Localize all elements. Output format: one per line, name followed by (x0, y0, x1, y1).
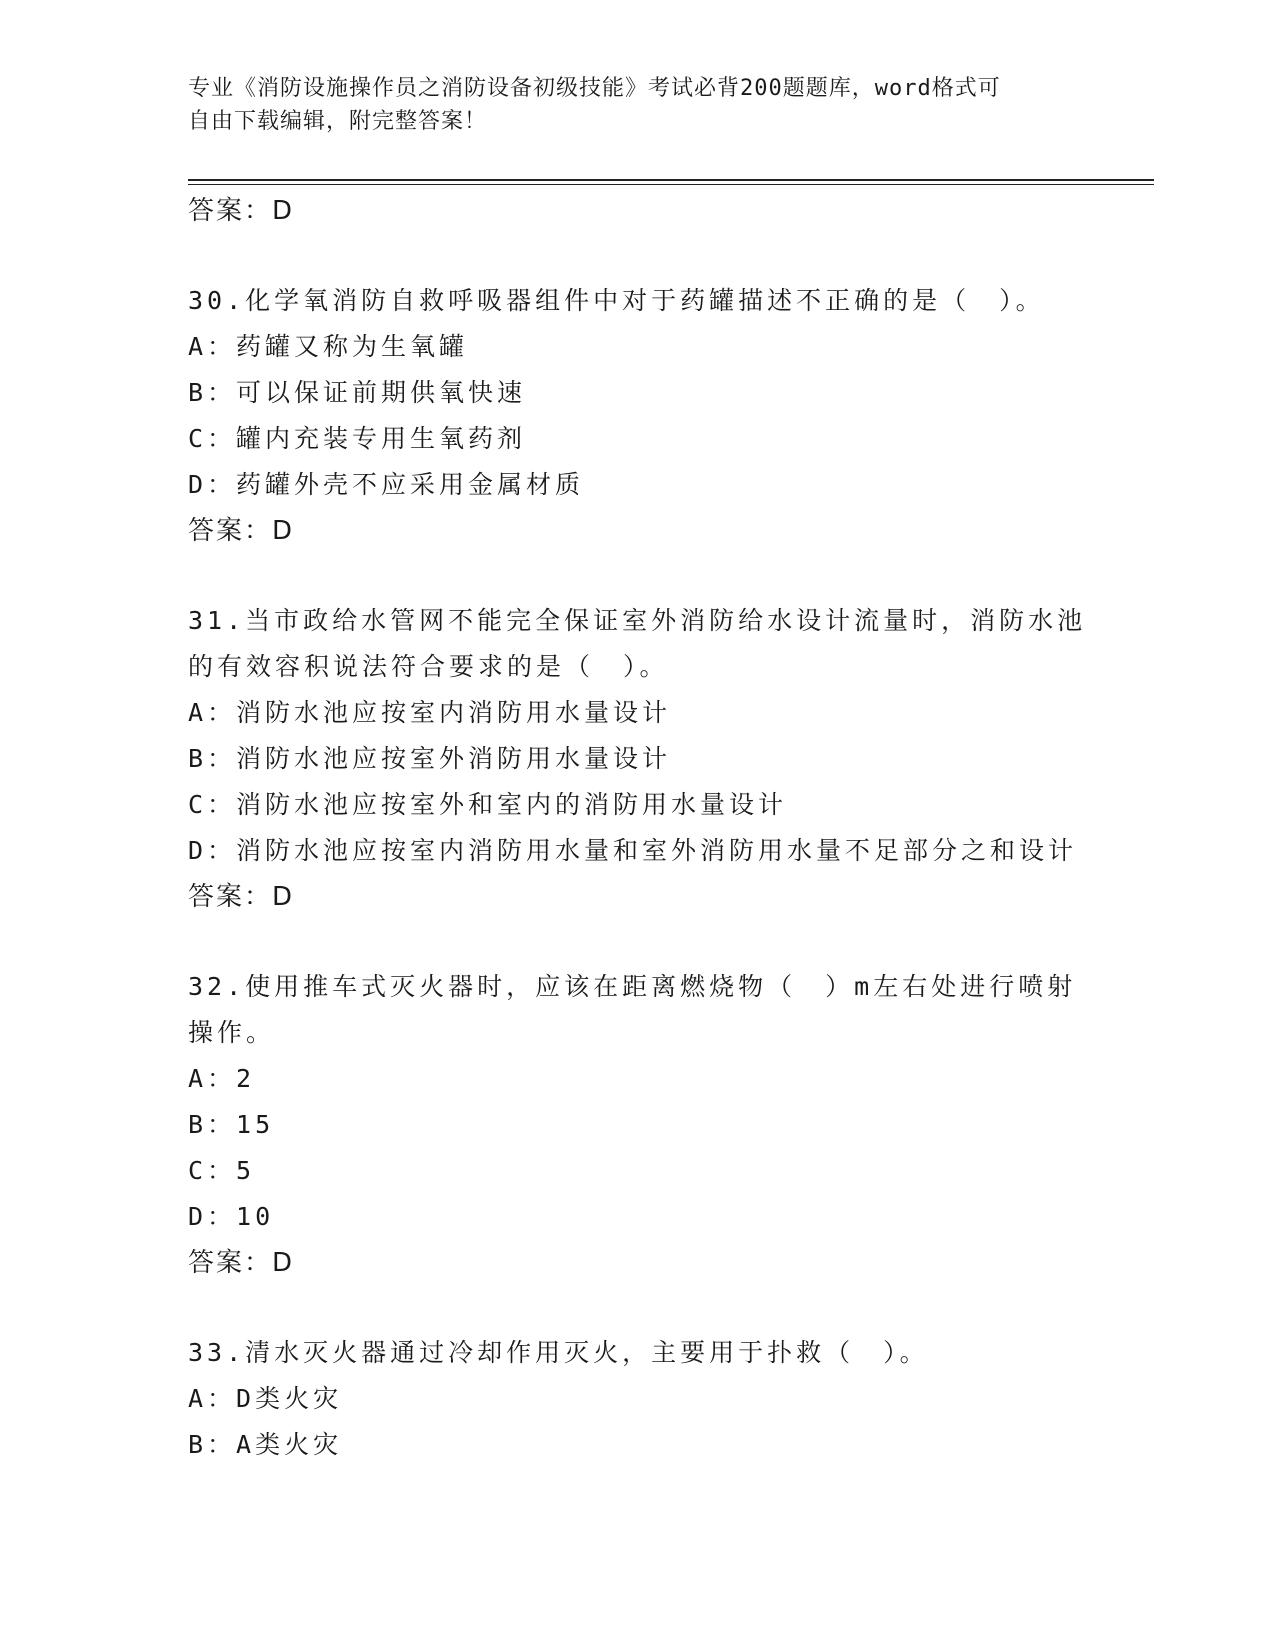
question-stem: 30.化学氧消防自救呼吸器组件中对于药罐描述不正确的是（ ）。 (188, 286, 1045, 315)
option-a: A：D类火灾 (188, 1384, 343, 1413)
option-d: D：消防水池应按室内消防用水量和室外消防用水量不足部分之和设计 (188, 836, 1078, 865)
option-c: C：罐内充装专用生氧药剂 (188, 424, 527, 453)
option-b: B：15 (188, 1110, 275, 1139)
option-a: A：药罐又称为生氧罐 (188, 332, 469, 361)
option-d: D：10 (188, 1202, 275, 1231)
spacer (188, 234, 1088, 278)
answer: 答案：D (188, 1248, 295, 1278)
previous-answer: 答案：D (188, 196, 295, 226)
question-stem: 33.清水灭火器通过冷却作用灭火，主要用于扑救（ ）。 (188, 1338, 929, 1367)
option-c: C：消防水池应按室外和室内的消防用水量设计 (188, 790, 788, 819)
answer: 答案：D (188, 516, 295, 546)
question-33 (188, 1330, 1088, 1468)
question-stem-continued: 的有效容积说法符合要求的是（ ）。 (188, 652, 669, 681)
question-stem-continued: 操作。 (188, 1018, 276, 1047)
option-b: B：可以保证前期供氧快速 (188, 378, 527, 407)
spacer (188, 920, 1088, 964)
question-stem: 32.使用推车式灭火器时，应该在距离燃烧物（ ）m左右处进行喷射 (188, 972, 1077, 1001)
question-30 (188, 278, 1088, 554)
header-divider (188, 179, 1154, 181)
document-header (188, 72, 1088, 138)
question-31 (188, 598, 1088, 920)
option-b: B：A类火灾 (188, 1430, 343, 1459)
option-d: D：药罐外壳不应采用金属材质 (188, 470, 585, 499)
answer: 答案：D (188, 882, 295, 912)
header-divider-thin (188, 184, 1154, 185)
spacer (188, 1286, 1088, 1330)
header-line-2: 自由下载编辑，附完整答案！ (188, 109, 488, 134)
option-a: A：2 (188, 1064, 256, 1093)
question-list (188, 188, 1088, 1468)
option-c: C：5 (188, 1156, 256, 1185)
option-a: A：消防水池应按室内消防用水量设计 (188, 698, 672, 727)
question-stem: 31.当市政给水管网不能完全保证室外消防给水设计流量时，消防水池 (188, 606, 1087, 635)
spacer (188, 554, 1088, 598)
option-b: B：消防水池应按室外消防用水量设计 (188, 744, 672, 773)
header-line-1: 专业《消防设施操作员之消防设备初级技能》考试必背200题题库，word格式可 (188, 76, 1001, 101)
question-32 (188, 964, 1088, 1286)
